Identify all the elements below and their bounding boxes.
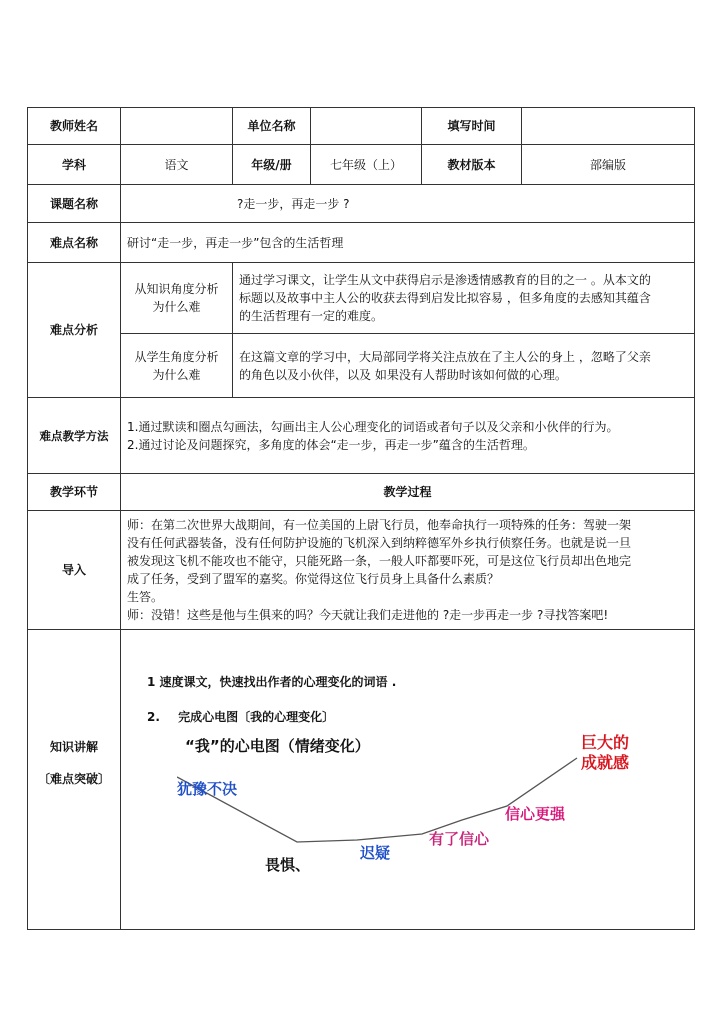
knowledge-angle-label (121, 263, 233, 334)
label-achievement-line2: 成就感 (581, 753, 630, 772)
methods-line1: 1.通过默读和圈点勾画法，勾画出主人公心理变化的词语或者句子以及父亲和小伙伴的行为。 (127, 419, 619, 434)
label-hesitate: 犹豫不决 (177, 780, 238, 798)
label-doubt: 迟疑 (360, 844, 391, 862)
difficulty-value: 研讨“走一步，再走一步”包含的生活哲理 (121, 223, 695, 263)
topic-label: 课题名称 (28, 185, 121, 223)
knowledge-step2-text: 完成心电图〔我的心理变化〕 (178, 710, 335, 724)
label-achievement-line1: 巨大的 (581, 733, 630, 752)
analysis-student-row (28, 334, 695, 398)
methods-line2: 2.通过讨论及问题探究，多角度的体会“走一步，再走一步”蕴含的生活哲理。 (127, 437, 535, 452)
methods-row (28, 398, 695, 474)
difficulty-row (28, 223, 695, 263)
label-stronger: 信心更强 (505, 805, 566, 823)
process-header-row (28, 474, 695, 511)
label-confidence: 有了信心 (429, 830, 490, 848)
teacher-name-value (121, 108, 233, 145)
topic-row (28, 185, 695, 223)
grade-label: 年级/册 (233, 145, 311, 185)
emotion-ecg-svg (177, 730, 653, 874)
intro-line5: 生答。 (127, 590, 164, 604)
student-text-line2: 的角色以及小伙伴，以及 如果没有人帮助时该如何做的心理。 (239, 367, 567, 382)
analysis-label: 难点分析 (28, 263, 121, 398)
edition-label: 教材版本 (422, 145, 522, 185)
topic-value (121, 185, 695, 223)
subject-label: 学科 (28, 145, 121, 185)
student-text-line1: 在这篇文章的学习中，大局部同学将关注点放在了主人公的身上 ，忽略了父亲 (239, 349, 651, 364)
intro-label: 导入 (28, 511, 121, 630)
grade-value: 七年级（上） (311, 145, 422, 185)
knowledge-label-line1: 知识讲解 (49, 739, 98, 754)
knowledge-text-line1: 通过学习课文，让学生从文中获得启示是渗透情感教育的目的之一 。从本文的 (239, 273, 651, 287)
intro-line2: 没有任何武器装备，没有任何防护设施的飞机深入到纳粹德军外乡执行侦察任务。也就是说一旦 (127, 536, 632, 550)
teacher-name-label: 教师姓名 (28, 108, 121, 145)
knowledge-step2-num: 2. (147, 710, 160, 724)
knowledge-text-line3: 的生活哲理有一定的难度。 (239, 309, 384, 323)
knowledge-step1: 1 速度课文，快速找出作者的心理变化的词语 . (147, 675, 397, 689)
student-angle-line2: 为什么难 (152, 367, 201, 382)
unit-name-value (311, 108, 422, 145)
knowledge-step2 (147, 708, 688, 726)
intro-line1: 师：在第二次世界大战期间，有一位美国的上尉飞行员，他奉命执行一项特殊的任务：驾驶一架 (127, 518, 632, 532)
fill-date-value (522, 108, 695, 145)
unit-name-label: 单位名称 (233, 108, 311, 145)
process-header: 教学过程 (121, 474, 695, 511)
intro-row (28, 511, 695, 630)
student-angle-label (121, 334, 233, 398)
analysis-knowledge-row (28, 263, 695, 334)
intro-text (121, 511, 695, 630)
methods-label: 难点教学方法 (28, 398, 121, 474)
student-angle-line1: 从学生角度分析 (134, 349, 219, 364)
intro-line3: 被发现这飞机不能攻也不能守，只能死路一条，一般人吓都要吓死，可是这位飞行员却出色地完 (127, 554, 632, 568)
student-angle-text (233, 334, 695, 398)
edition-value: 部编版 (522, 145, 695, 185)
knowledge-row (28, 630, 695, 930)
info-row-1 (28, 108, 695, 145)
fill-date-label: 填写时间 (422, 108, 522, 145)
knowledge-label (28, 630, 121, 930)
intro-line4: 成了任务，受到了盟军的嘉奖。你觉得这位飞行员身上具备什么素质？ (127, 572, 500, 586)
methods-text (121, 398, 695, 474)
knowledge-angle-line2: 为什么难 (152, 300, 201, 314)
knowledge-text-line2: 标题以及故事中主人公的收获去得到启发比拟容易 ，但多角度的去感知其蕴含 (239, 291, 651, 305)
knowledge-angle-line1: 从知识角度分析 (134, 282, 219, 296)
difficulty-label: 难点名称 (28, 223, 121, 263)
knowledge-content (121, 630, 695, 930)
knowledge-label-line2: 〔难点突破〕 (37, 771, 110, 786)
emotion-ecg-diagram (177, 730, 653, 874)
topic-value-text: ?走一步，再走一步 ? (237, 196, 350, 211)
info-row-2 (28, 145, 695, 185)
emotion-curve (177, 758, 577, 842)
stage-header: 教学环节 (28, 474, 121, 511)
label-fear: 畏惧、 (265, 856, 311, 874)
intro-line6: 师：没错！这些是他与生俱来的吗？今天就让我们走进他的 ?走一步再走一步 ?寻找答案吧! (127, 608, 609, 622)
knowledge-angle-text (233, 263, 695, 334)
subject-value: 语文 (121, 145, 233, 185)
lesson-plan-table (27, 107, 695, 930)
diagram-title: “我”的心电图（情绪变化） (185, 737, 370, 755)
